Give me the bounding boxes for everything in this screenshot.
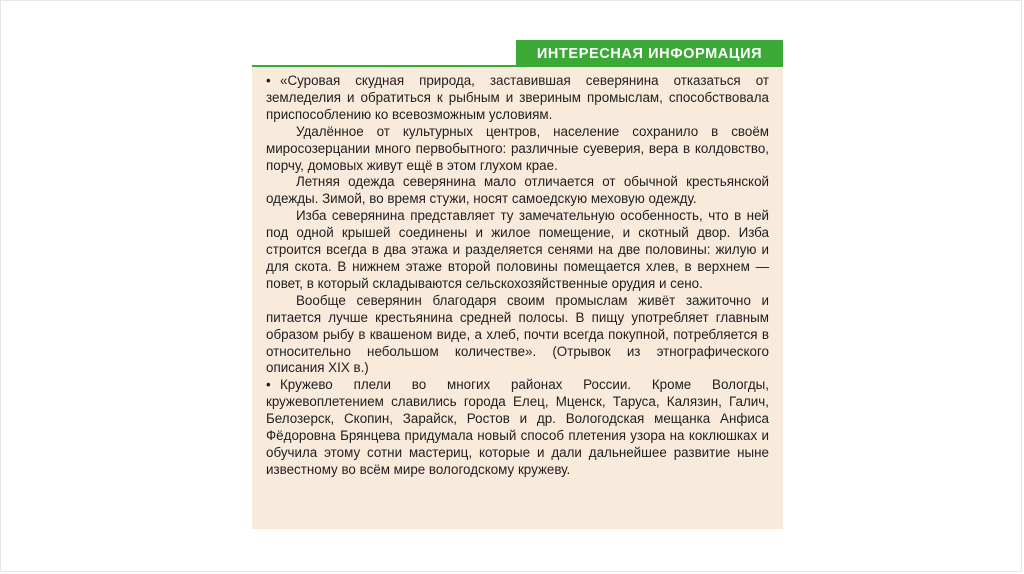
paragraph-5: Вообще северянин благодаря своим промыслам живёт зажиточно и питается лучше крестьянина средней полосы. В пищу употребляет главным образом рыбу в квашеном виде, а хлеб, почти всегда покупной, потребляется в относительно небольшом количестве». (Отрывок из этнографического описания XIX в.) [266, 292, 769, 376]
bullet-2: • [266, 377, 271, 393]
header-title: ИНТЕРЕСНАЯ ИНФОРМАЦИЯ [516, 40, 783, 67]
info-body [252, 67, 783, 529]
info-card [252, 40, 783, 529]
paragraph-2: Удалённое от культурных центров, население сохранило в своём миросозерцании много первобытного: различные суеверия, вера в колдовство, порчу, домовых живут ещё в этом глухом крае. [266, 123, 769, 173]
paragraph-3: Летняя одежда северянина мало отличается от обычной крестьянской одежды. Зимой, во время стужи, носят самоедскую меховую одежду. [266, 174, 769, 207]
paragraph-6-text: Кружево плели во многих районах России. Кроме Вологды, кружевоплетением славились города Елец, Мценск, Таруса, Калязин, Галич, Белозерск, Скопин, Зарайск, Ростов и др. Вологодская мещанка Анфиса Фёдоровна Брянцева придумала новый способ плетения узора на коклюшках и обучила этому сотни мастериц, которые и дали дальнейшее развитие ныне известному во всём мире вологодскому кружеву. [266, 377, 769, 477]
paragraph-6 [266, 377, 769, 478]
paragraph-4: Изба северянина представляет ту замечательную особенность, что в ней под одной крышей соединены и жилое помещение, и скотный двор. Изба строится всегда в два этажа и разделяется сенями на две половины: жилую и для скота. В нижнем этаже второй половины помещается хлев, в верхнем — повет, в который складываются сельскохозяйственные орудия и сено. [266, 208, 769, 291]
paragraph-1-text: «Суровая скудная природа, заставившая северянина отказаться от земледелия и обратиться к рыбным и звериным промыслам, способствовала приспособлению ко всевозможным условиям. [266, 73, 769, 122]
paragraph-1 [266, 73, 769, 124]
bullet-1: • [266, 73, 271, 88]
